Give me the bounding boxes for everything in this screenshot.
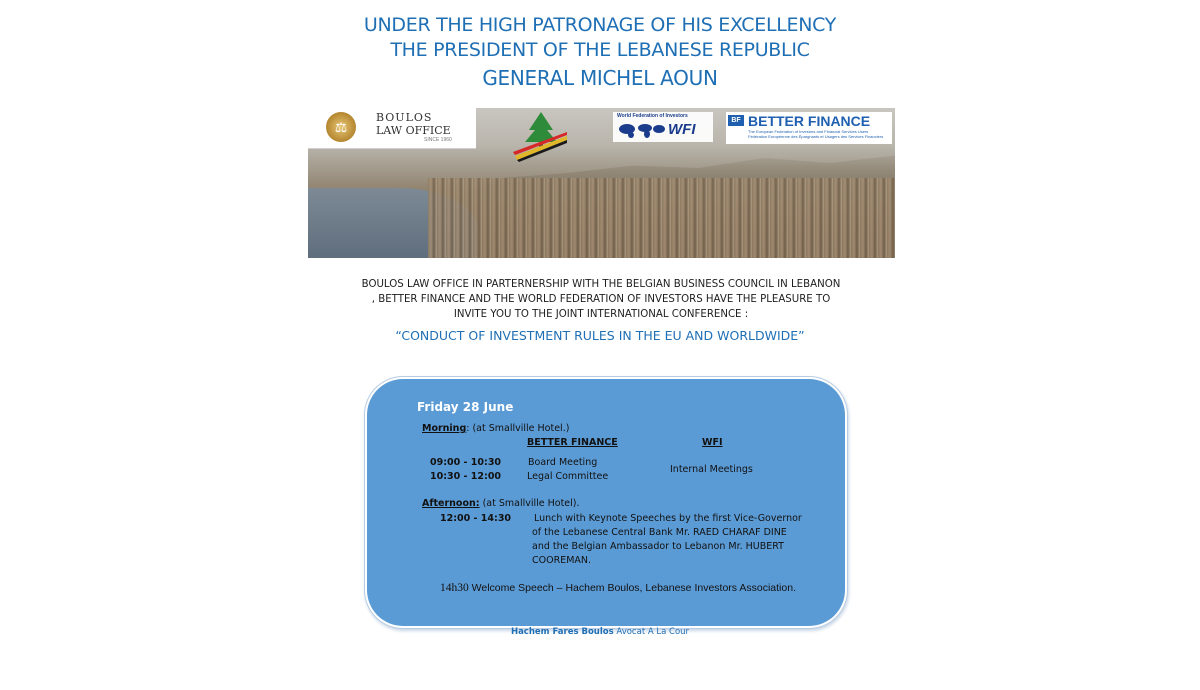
invitation-line-2: , BETTER FINANCE AND THE WORLD FEDERATION OF INVESTORS HAVE THE PLEASURE TO (371, 294, 831, 305)
program-card (367, 379, 845, 626)
column-better-finance: BETTER FINANCE (527, 437, 618, 448)
bf-logo-mark: BF (728, 115, 744, 126)
wfi-logo-subtitle: World Federation of Investors (617, 113, 688, 119)
lunch-line-1: Lunch with Keynote Speeches by the first Vice-Governor (534, 513, 802, 524)
row-2-activity: Legal Committee (527, 471, 609, 482)
header-line-1: UNDER THE HIGH PATRONAGE OF HIS EXCELLENCY (363, 14, 837, 36)
boulos-logo-text-1: BOULOS (376, 111, 433, 124)
program-day: Friday 28 June (417, 400, 514, 414)
morning-heading (422, 423, 569, 434)
boulos-logo-since: SINCE 1960 (424, 137, 452, 143)
footer-name: Hachem Fares Boulos (510, 627, 614, 637)
welcome-speech (440, 582, 796, 594)
bf-logo-title: BETTER FINANCE (748, 113, 871, 129)
invitation-line-3: INVITE YOU TO THE JOINT INTERNATIONAL CONFERENCE : (453, 309, 749, 320)
banner-city (428, 178, 895, 258)
row-2-time: 10:30 - 12:00 (430, 471, 502, 482)
invitation-text (360, 277, 842, 322)
column-wfi: WFI (702, 437, 723, 448)
invitation-line-1: BOULOS LAW OFFICE IN PARTERNERSHIP WITH THE BELGIAN BUSINESS COUNCIL IN LEBANON (361, 279, 841, 290)
better-finance-logo (726, 112, 892, 144)
footer-signature (0, 627, 1200, 637)
afternoon-location: (at Smallville Hotel). (479, 498, 580, 509)
conference-title: “CONDUCT OF INVESTMENT RULES IN THE EU AND WORLDWIDE” (395, 328, 805, 343)
morning-label: Morning (422, 423, 467, 434)
header-line-2: THE PRESIDENT OF THE LEBANESE REPUBLIC (390, 39, 810, 61)
lebanon-cedar-logo (511, 110, 571, 162)
lunch-time: 12:00 - 14:30 (440, 513, 512, 524)
row-1-time: 09:00 - 10:30 (430, 457, 502, 468)
welcome-text: Welcome Speech – Hachem Boulos, Lebanese Investors Association. (468, 582, 796, 594)
morning-location: : (at Smallville Hotel.) (466, 423, 570, 434)
wfi-logo-text: WFI (668, 121, 696, 138)
lunch-line-3: and the Belgian Ambassador to Lebanon Mr. HUBERT (532, 541, 784, 552)
wfi-logo (613, 112, 713, 142)
scales-of-justice-icon: ⚖ (326, 112, 356, 142)
world-map-icon (617, 121, 667, 139)
wfi-activity: Internal Meetings (670, 464, 753, 475)
footer-title: Avocat A La Cour (613, 627, 690, 637)
afternoon-heading (422, 498, 580, 509)
welcome-time: 14h30 (440, 582, 469, 594)
lunch-line-4: COOREMAN. (532, 555, 592, 566)
afternoon-label: Afternoon: (422, 498, 480, 509)
header-line-3: GENERAL MICHEL AOUN (482, 66, 718, 90)
boulos-logo-text-2: LAW OFFICE (376, 124, 451, 137)
boulos-law-office-logo (308, 108, 476, 149)
lunch-line-2: of the Lebanese Central Bank Mr. RAED CHARAF DINE (532, 527, 787, 538)
row-1-activity: Board Meeting (528, 457, 598, 468)
banner-image (308, 108, 895, 258)
bf-logo-subtitle: The European Federation of Investors and Financial Services Users Fédération Européenne des Épargnants et Usagers des Services Financiers (748, 129, 884, 139)
